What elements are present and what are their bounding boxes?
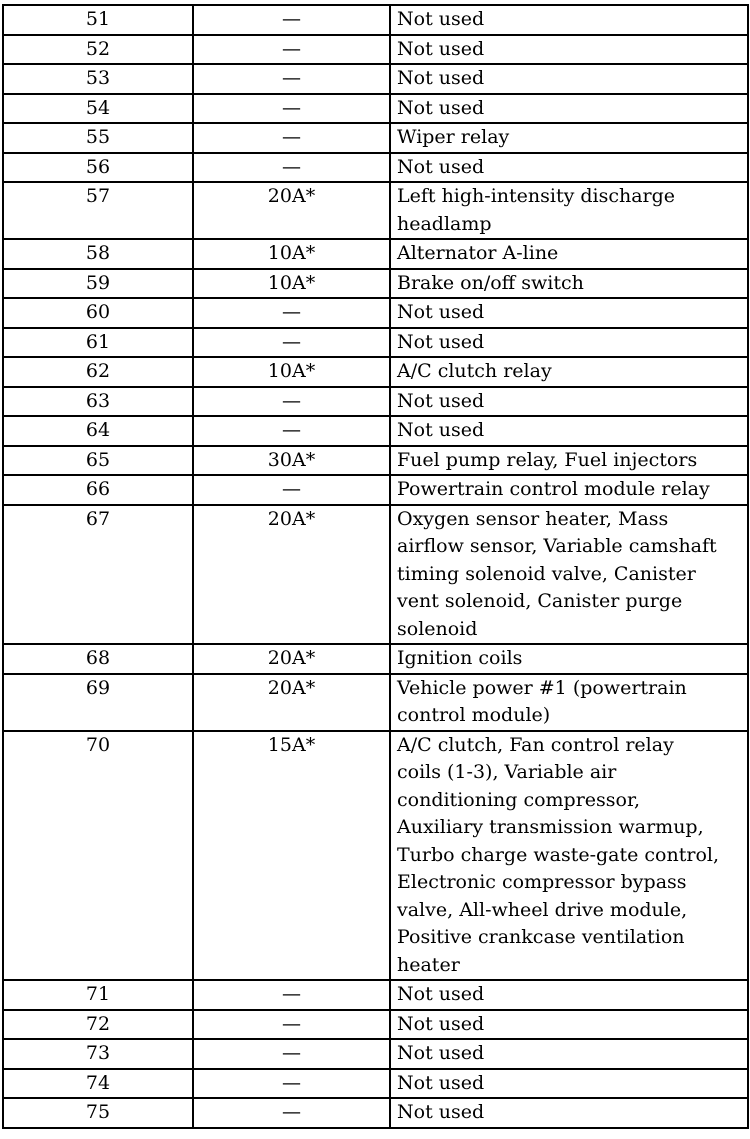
table-row	[3, 980, 748, 1010]
table-row	[3, 35, 748, 65]
fuse-number: 61	[3, 328, 193, 358]
fuse-rating: —	[193, 298, 390, 328]
circuit-description: Alternator A-line	[390, 239, 748, 269]
fuse-number: 60	[3, 298, 193, 328]
fuse-number: 62	[3, 357, 193, 387]
fuse-rating: 20A*	[193, 674, 390, 731]
fuse-number: 54	[3, 94, 193, 124]
fuse-rating: —	[193, 64, 390, 94]
fuse-number: 69	[3, 674, 193, 731]
circuit-description: Not used	[390, 153, 748, 183]
table-row	[3, 182, 748, 239]
fuse-number: 63	[3, 387, 193, 417]
table-row	[3, 298, 748, 328]
fuse-rating: 15A*	[193, 731, 390, 981]
table-row	[3, 1039, 748, 1069]
fuse-number: 65	[3, 446, 193, 476]
fuse-number: 56	[3, 153, 193, 183]
circuit-description: Not used	[390, 64, 748, 94]
circuit-description: Not used	[390, 980, 748, 1010]
fuse-number: 67	[3, 505, 193, 645]
table-row	[3, 94, 748, 124]
fuse-number: 55	[3, 123, 193, 153]
table-row	[3, 239, 748, 269]
fuse-rating: 10A*	[193, 269, 390, 299]
circuit-description: Not used	[390, 298, 748, 328]
fuse-number: 75	[3, 1098, 193, 1128]
fuse-rating: —	[193, 153, 390, 183]
fuse-rating: 20A*	[193, 644, 390, 674]
fuse-table	[2, 4, 749, 1129]
fuse-number: 57	[3, 182, 193, 239]
table-row	[3, 5, 748, 35]
fuse-number: 70	[3, 731, 193, 981]
fuse-rating: —	[193, 475, 390, 505]
table-row	[3, 416, 748, 446]
circuit-description: Powertrain control module relay	[390, 475, 748, 505]
circuit-description: A/C clutch relay	[390, 357, 748, 387]
circuit-description: Oxygen sensor heater, Mass airflow sensor, Variable camshaft timing solenoid valve, Canister vent solenoid, Canister purge solenoid	[390, 505, 748, 645]
table-row	[3, 357, 748, 387]
fuse-number: 64	[3, 416, 193, 446]
table-row	[3, 674, 748, 731]
fuse-number: 68	[3, 644, 193, 674]
circuit-description: Brake on/off switch	[390, 269, 748, 299]
fuse-rating: 20A*	[193, 182, 390, 239]
table-row	[3, 1069, 748, 1099]
circuit-description: Not used	[390, 94, 748, 124]
circuit-description: Not used	[390, 416, 748, 446]
fuse-number: 53	[3, 64, 193, 94]
fuse-number: 71	[3, 980, 193, 1010]
circuit-description: Not used	[390, 1069, 748, 1099]
fuse-rating: —	[193, 416, 390, 446]
fuse-number: 59	[3, 269, 193, 299]
fuse-number: 73	[3, 1039, 193, 1069]
table-row	[3, 123, 748, 153]
table-row	[3, 64, 748, 94]
fuse-number: 51	[3, 5, 193, 35]
circuit-description: A/C clutch, Fan control relay coils (1-3), Variable air conditioning compressor, Auxiliary transmission warmup, Turbo charge waste-gate control, Electronic compressor bypass valve, All-wheel drive module, Positive crankcase ventilation heater	[390, 731, 748, 981]
fuse-rating: 30A*	[193, 446, 390, 476]
fuse-rating: 10A*	[193, 357, 390, 387]
circuit-description: Vehicle power #1 (powertrain control module)	[390, 674, 748, 731]
circuit-description: Not used	[390, 5, 748, 35]
table-row	[3, 153, 748, 183]
fuse-rating: 10A*	[193, 239, 390, 269]
fuse-rating: 20A*	[193, 505, 390, 645]
circuit-description: Not used	[390, 1098, 748, 1128]
fuse-number: 72	[3, 1010, 193, 1040]
circuit-description: Not used	[390, 35, 748, 65]
fuse-rating: —	[193, 328, 390, 358]
fuse-rating: —	[193, 35, 390, 65]
table-row	[3, 731, 748, 981]
fuse-number: 58	[3, 239, 193, 269]
table-row	[3, 446, 748, 476]
circuit-description: Ignition coils	[390, 644, 748, 674]
fuse-table-body	[3, 5, 748, 1128]
table-row	[3, 387, 748, 417]
table-row	[3, 644, 748, 674]
circuit-description: Not used	[390, 1039, 748, 1069]
fuse-number: 74	[3, 1069, 193, 1099]
circuit-description: Wiper relay	[390, 123, 748, 153]
fuse-rating: —	[193, 1098, 390, 1128]
fuse-rating: —	[193, 94, 390, 124]
fuse-number: 66	[3, 475, 193, 505]
fuse-rating: —	[193, 387, 390, 417]
circuit-description: Not used	[390, 1010, 748, 1040]
fuse-rating: —	[193, 1039, 390, 1069]
fuse-rating: —	[193, 123, 390, 153]
fuse-number: 52	[3, 35, 193, 65]
table-row	[3, 269, 748, 299]
circuit-description: Not used	[390, 328, 748, 358]
table-row	[3, 475, 748, 505]
fuse-rating: —	[193, 5, 390, 35]
table-row	[3, 1098, 748, 1128]
fuse-rating: —	[193, 1010, 390, 1040]
circuit-description: Left high-intensity discharge headlamp	[390, 182, 748, 239]
fuse-rating: —	[193, 1069, 390, 1099]
circuit-description: Fuel pump relay, Fuel injectors	[390, 446, 748, 476]
table-row	[3, 1010, 748, 1040]
table-row	[3, 505, 748, 645]
circuit-description: Not used	[390, 387, 748, 417]
table-row	[3, 328, 748, 358]
fuse-rating: —	[193, 980, 390, 1010]
